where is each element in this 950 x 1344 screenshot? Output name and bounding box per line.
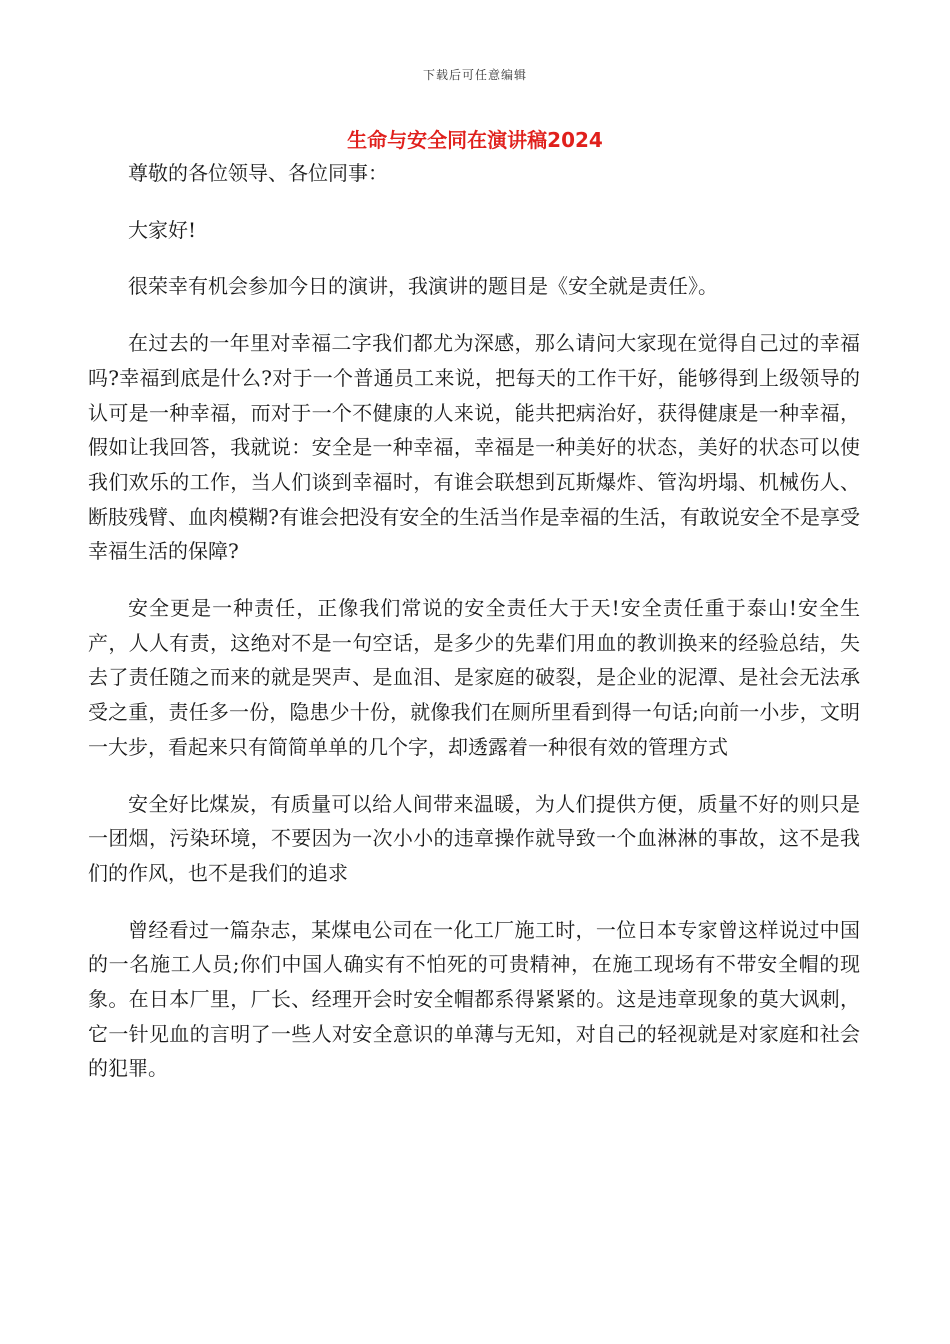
paragraph-magazine: 曾经看过一篇杂志，某煤电公司在一化工厂施工时，一位日本专家曾这样说过中国的一名施工人员;你们中国人确实有不怕死的可贵精神，在施工现场有不带安全帽的现象。在日本厂里，厂长、经理开会时安全帽都系得紧紧的。这是违章现象的莫大讽刺，它一针见血的言明了一些人对安全意识的单薄与无知，对自己的轻视就是对家庭和社会的犯罪。	[88, 917, 860, 1081]
document-body	[88, 156, 860, 1108]
paragraph-happiness: 在过去的一年里对幸福二字我们都尤为深感，那么请问大家现在觉得自己过的幸福吗?幸福到底是什么?对于一个普通员工来说，把每天的工作干好，能够得到上级领导的认可是一种幸福，而对于一个不健康的人来说，能共把病治好，获得健康是一种幸福，假如让我回答，我就说：安全是一种幸福，幸福是一种美好的状态，美好的状态可以使我们欢乐的工作，当人们谈到幸福时，有谁会联想到瓦斯爆炸、管沟坍塌、机械伤人、断肢残臂、血肉模糊?有谁会把没有安全的生活当作是幸福的生活，有敢说安全不是享受幸福生活的保障?	[88, 331, 860, 564]
paragraph-greeting: 大家好!	[128, 217, 197, 242]
document-title: 生命与安全同在演讲稿2024	[347, 128, 603, 152]
paragraph-responsibility: 安全更是一种责任，正像我们常说的安全责任大于天!安全责任重于泰山!安全生产，人人有责，这绝对不是一句空话，是多少的先辈们用血的教训换来的经验总结，失去了责任随之而来的就是哭声、是血泪、是家庭的破裂，是企业的泥潭、是社会无法承受之重，责任多一份，隐患少十份，就像我们在厕所里看到得一句话;向前一小步，文明一大步，看起来只有简简单单的几个字，却透露着一种很有效的管理方式	[88, 596, 860, 759]
header-note: 下载后可任意编辑	[422, 68, 527, 82]
paragraph-coal: 安全好比煤炭，有质量可以给人间带来温暖，为人们提供方便，质量不好的则只是一团烟，污染环境，不要因为一次小小的违章操作就导致一个血淋淋的事故，这不是我们的作风，也不是我们的追求	[88, 791, 860, 885]
paragraph-salutation: 尊敬的各位领导、各位同事：	[128, 161, 388, 185]
paragraph-intro: 很荣幸有机会参加今日的演讲，我演讲的题目是《安全就是责任》。	[128, 274, 718, 299]
